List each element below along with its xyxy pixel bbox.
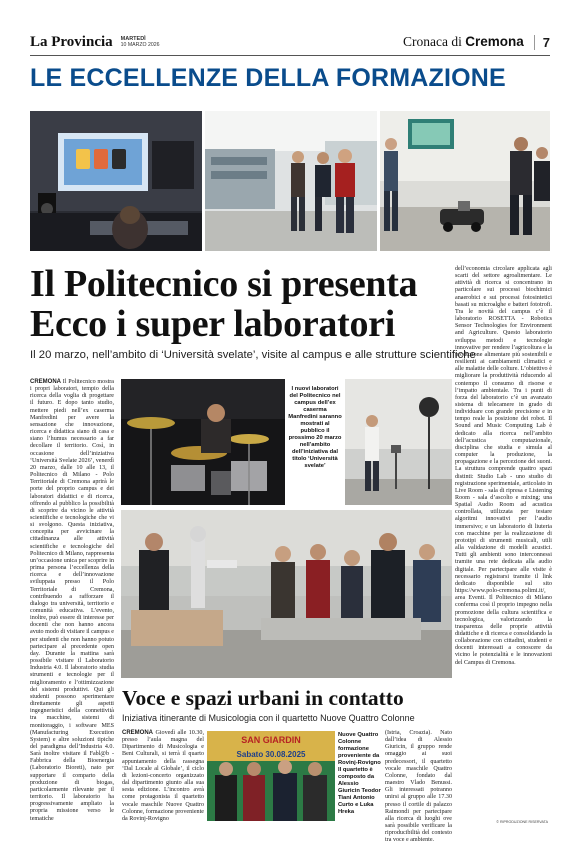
section-city: Cremona bbox=[465, 34, 524, 49]
article-column-left bbox=[30, 379, 114, 820]
second-article-title: Voce e spazi urbani in contatto bbox=[122, 686, 404, 710]
article-body-left: Il Politecnico mostra i propri laboratori, tempio della ricerca della voglia di progettare il futuro. E dopo tanto studio, mettere piedi nell’ex caserma Manfredini per avere la sensazione che innovazione, ricerca e didattica siano di casa e siano l’humus necessario a far decollare il territorio. Così, in occasione dell’iniziativa ‘Università Svelate 2026’, venerdì 20 marzo, dalle 10 alle 13, il Politecnico di Milano - Polo Territoriale di Cremona aprirà le porte del proprio campus e dei laboratori didattici e di ricerca, offrendo al pubblico la possibilità di scoprire da vicino le attività scientifiche e tecnologiche che vi si svolgono. Questa iniziativa, concepita per avvicinare la cittadinanza alle attività scientifiche e tecnologiche del Politecnico di Milano, rappresenta un’occasione unica per scoprire in prima persona l’eccellenza della ricerca e dell’innovazione sviluppata presso il Polo Territoriale di Cremona, contribuendo a rafforzare il dialogo tra università, territorio e comunità educativa. L’evento, inoltre, può essere di interesse per docenti che non hanno ancora avuto modo di visitare il campus e per studenti che non hanno potuto partecipare al precedente open day. Durante la mattina sarà possibile visitare il Laboratorio Industria 4.0. Il laboratorio studia strumenti e tecnologie per il miglioramento e l’ottimizzazione dei sistemi produttivi. Qui gli studenti possono sperimentare direttamente gli aspetti ingegneristici della connettività tra macchine, sistemi di monitoraggio, i software MES (Manufacturing Execution System) e altre soluzioni tipiche del paradigma dell’Industria 4.0. Sarà inoltre visitare il Fabl@b - Fabbrica della Bioenergia (Laboratorio Bioreti), nato per supportare il comparto della produzione di biogas, particolarmente rilevante per il territorio. Il laboratorio ha progressivamente ampliato la propria missione verso le tematiche bbox=[30, 379, 114, 822]
header-rule bbox=[30, 55, 550, 56]
second-article-column-left bbox=[122, 730, 204, 822]
photo-vocal-quartet bbox=[207, 731, 335, 821]
main-subheadline: Il 20 marzo, nell’ambito di ‘Università svelate’, visite al campus e alle strutture scientifiche bbox=[30, 349, 476, 361]
photo-lab-visitors bbox=[205, 111, 377, 251]
photo-robotics-workshop bbox=[121, 510, 452, 678]
article-column-right: dell’economia circolare applicata agli scarti del settore agroalimentare. Le attività di ricerca si concentrano in particolare sui processi biochimici anaerobici e sui processi fotosintetici basati su microalghe e batteri fototrofi. Tra le novità del campus c’è il laboratorio ROSETTA - Robotics Sensor Technologies for Environment and Agriculture. Questo laboratorio sviluppa metodi e tecnologie innovative per rendere l’agricoltura e la produzione alimentare più sostenibili e resilienti ai cambiamenti climatici e alle malattie delle colture. L’obiettivo è migliorare la produttività riducendo al contempo il consumo di risorse e l’impatto ambientale. Tra i punti di forza del laboratorio c’è un avanzato sistema di telecamere in grado di individuare con grande precisione e in tempo reale la posizione dei robot. Il Sound and Music Computing Lab è dedicato alla ricerca nell’ambito dell’acustica computazionale, disciplina che studia e simula al computer la produzione, la propagazione e la percezione dei suoni. La struttura comprende quattro spazi distinti: Studio Lab - uno studio di registrazione sperimentale, articolato in Live Room - sala di ripresa e Listening Room - sala d’ascolto e mixing; una Spatial Audio Room ad acustica controllata, utilizzata per testare algoritmi innovativi per l’audio immersivo; e un laboratorio di liuteria con macchine per la realizzazione di prototipi di strumenti musicali, utili alla validazione di modelli acustici. Tutti gli ambienti sono interconnessi tramite una rete dedicata alla audio digitale. Per partecipare alle visite è necessario registrarsi tramite il link dedicato disponibile sul sito https://www.polo-cremona.polimi.it/, area Eventi. Il Politecnico di Milano conferma così il proprio impegno nella promozione della cultura scientifica e tecnologica, valorizzando la trasparenza delle proprie attività didattiche e di ricerca e consolidando la collaborazione con cittadini, studenti e docenti interessati a conoscere da vicino le potenzialità e le innovazioni del Campus di Cremona. bbox=[455, 266, 552, 666]
photo-audio-room bbox=[345, 379, 452, 505]
masthead bbox=[30, 30, 550, 54]
copyright-credit: © RIPRODUZIONE RISERVATA bbox=[496, 820, 548, 824]
second-article-body-left: Giovedì alle 10.30, presso l’aula magna del Dipartimento di Musicologia e Beni Culturali, si terrà il quarto appuntamento della rassegna ‘Dal Locale al Globale’, il ciclo di lezioni-concerto organizzato dal dipartimento giunto alla sua sesta edizione. L’incontro avrà come protagonista il quartetto vocale maschile Nuove Quattro Colonne, formazione proveniente da Rovinj-Rovigno bbox=[122, 730, 204, 822]
issue-day: MARTEDÌ bbox=[120, 36, 146, 42]
section-kicker: LE ECCELLENZE DELLA FORMAZIONE bbox=[30, 64, 506, 92]
newspaper-logo: La Provincia bbox=[30, 33, 113, 50]
page-number: 7 bbox=[534, 35, 550, 50]
poster-text-1: SAN GIARDIN bbox=[241, 735, 301, 745]
headline-line-2: Ecco i super laboratori bbox=[30, 303, 395, 345]
photo-music-studio bbox=[30, 111, 202, 251]
headline-line-1: Il Politecnico si presenta bbox=[30, 263, 418, 305]
main-headline bbox=[30, 264, 444, 344]
second-article-subtitle: Iniziativa itinerante di Musicologia con il quartetto Nuove Quattro Colonne bbox=[122, 713, 415, 723]
article-dateline: CREMONA bbox=[30, 379, 61, 385]
issue-date bbox=[121, 36, 160, 48]
second-article-column-right: (Istria, Croazia). Nato dall’idea di Alessio Giuricin, il gruppo rende omaggio ai suoi predecessori, il quartetto vocale maschile Quattro Colonne, fondato dal maestro Vlado Benussi. Gli interessati potranno unirsi al gruppo alle 17.30 presso il cortile di palazzo Raimondi per partecipare alla ricerca di luoghi ove sarà possibile verificare la riproducibilità del contesto tra voce e ambiente. bbox=[385, 730, 452, 844]
labs-photo-caption: I nuovi laboratori del Politecnico nel campus dell’ex caserma Manfredini saranno mostrati al pubblico il prossimo 20 marzo nell’ambito dell’iniziativa dal titolo ‘Università svelate’ bbox=[288, 386, 342, 469]
poster-text-2: Sabato 30.08.2025 bbox=[236, 750, 306, 759]
photo-drum-lab bbox=[121, 379, 285, 505]
section-title bbox=[403, 34, 524, 50]
second-article-dateline: CREMONA bbox=[122, 730, 153, 736]
issue-date-text: 10 MARZO 2026 bbox=[120, 42, 160, 48]
photo-robot-lab bbox=[380, 111, 550, 251]
quartet-photo-caption: Nuove Quattro Colonne formazione proveniente da Rovinj-Rovigno Il quartetto è composto da Alessio Giuricin Teodor Tiani Antonio Curto e Luka Hreka bbox=[338, 732, 381, 815]
section-prefix: Cronaca di bbox=[403, 34, 462, 49]
